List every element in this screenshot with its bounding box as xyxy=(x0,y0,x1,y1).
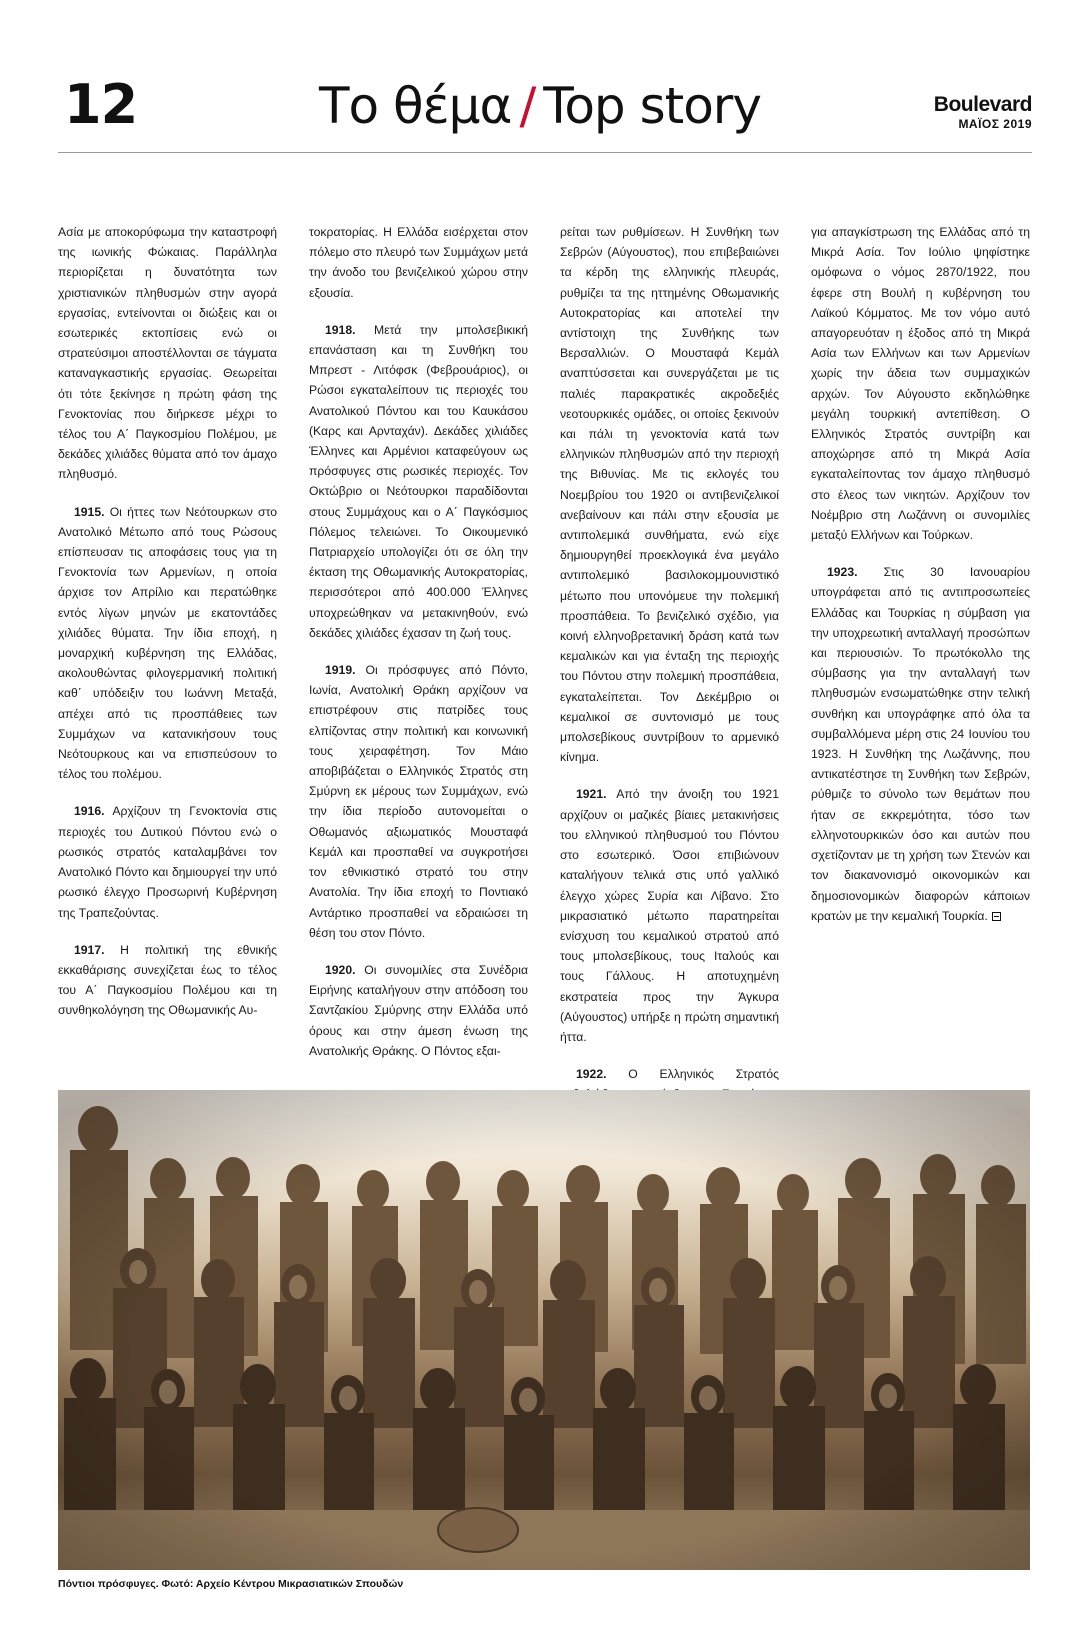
paragraph-1917 xyxy=(58,940,277,1021)
paragraph-1920 xyxy=(309,960,528,1061)
year-label: 1919. xyxy=(325,663,356,678)
article-columns xyxy=(58,222,1030,1182)
paragraph-1918 xyxy=(309,320,528,643)
article-column-1 xyxy=(58,222,277,1182)
refugees-photo xyxy=(58,1090,1030,1570)
magazine-logo: Boulevard xyxy=(933,93,1032,116)
year-label: 1923. xyxy=(827,565,858,580)
paragraph-1915 xyxy=(58,502,277,785)
header-rule xyxy=(58,152,1032,153)
paragraph-1916 xyxy=(58,801,277,922)
paragraph-text: Οι πρόσφυγες από Πόντο, Ιωνία, Ανατολική Θράκη αρχίζουν να επιστρέφουν στις πατρίδες τους ελπίζοντας στην πολιτική και κοινωνική τους χειραφέτηση. Τον Μάιο αποβιβάζεται ο Ελληνικός Στρατός στη Σμύρνη εκ μέρους των Συμμάχων, ενώ την ίδια περίοδο αυτονομείται ο Οθωμανός αξιωματικός Μουσταφά Κεμάλ και προσπαθεί να συγκροτήσει τον εθνικιστικό στρατό του στην Ανατολία. Την ίδια εποχή το Ποντιακό Αντάρτικο προσπαθεί να εδραιώσει τη θέση του στον Πόντο. xyxy=(309,663,528,940)
end-of-article-icon xyxy=(992,912,1001,921)
masthead xyxy=(934,94,1032,130)
paragraph: ρείται των ρυθμίσεων. Η Συνθήκη των Σεβρών (Αύγουστος), που επιβεβαιώνει τα κέρδη της ελληνικής πλευράς, ρυθμίζει τα της ηττημένης Οθωμανικής Αυτοκρατορίας και αποτελεί την αντίστοιχη της Συνθήκης των Βερσαλλιών. Ο Μουσταφά Κεμάλ αναπτύσσεται και συνεργάζεται με τις παλιές παρακρατικές ακροδεξιές νεοτουρκικές ομάδες, οι οποίες ξεκινούν και πάλι τη γενοκτονία κατά των ελληνικών πληθυσμών από την περιοχή της Βιθυνίας. Με τις εκλογές του Νοεμβρίου του 1920 οι αντιβενιζελικοί ανεβαίνουν και πάλι στην εξουσία με αντιπολεμικά συνθήματα, ενώ είχε δημιουργηθεί προεκλογικά ένα μεγάλο αντιπολεμικό βασιλοκομμουνιστικό μέτωπο που υπονόμευε την πολεμική προσπάθεια. Το βενιζελικό σχέδιο, για κοινή ελληνοβρετανική δράση κατά των κεμαλικών και για ένταξη της περιοχής του Πόντου στην πολεμική προσπάθεια, εγκαταλείπεται. Τον Δεκέμβριο οι κεμαλικοί σε συντονισμό με τους μπολσεβίκους συντρίβουν το αρμενικό κίνημα. xyxy=(560,225,779,765)
article-column-4 xyxy=(811,222,1030,1182)
paragraph-1919 xyxy=(309,660,528,943)
year-label: 1916. xyxy=(74,804,105,819)
year-label: 1918. xyxy=(325,322,356,337)
year-label: 1920. xyxy=(325,962,356,977)
paragraph: Ασία με αποκορύφωμα την καταστροφή της ιωνικής Φώκαιας. Παράλληλα περιορίζεται η δυνατότητα των χριστιανικών πληθυσμών στην αγορά εργασίας, εντείνονται οι διώξεις και οι εσωτερικές εκτοπίσεις ενώ οι στρατεύσιμοι αποστέλλονται σε τάγματα καταναγκαστικής εργασίας. Θεωρείται ότι τότε ξεκίνησε η πρώτη φάση της Γενοκτονίας που διήρκεσε μέχρι το τέλος του Α΄ Παγκοσμίου Πολέμου, με δεκάδες χιλιάδες θύματα από τον άμαχο πληθυσμό. xyxy=(58,225,277,482)
year-label: 1921. xyxy=(576,787,607,802)
paragraph-1921 xyxy=(560,784,779,1047)
section-title-greek: Το θέμα xyxy=(319,77,512,135)
paragraph-text: Η πολιτική της εθνικής εκκαθάρισης συνεχίζεται έως το τέλος του Α΄ Παγκοσμίου Πολέμου και τη συνθηκολόγηση της Οθωμανικής Αυ- xyxy=(58,942,277,1018)
section-title-slash: / xyxy=(519,77,536,135)
article-column-3 xyxy=(560,222,779,1182)
year-label: 1915. xyxy=(74,504,105,519)
paragraph-text: Οι ήττες των Νεότουρκων στο Ανατολικό Μέτωπο από τους Ρώσους επίσπευσαν τις αποφάσεις τους για τη Γενοκτονία των Αρμενίων, η οποία άρχισε τον Απρίλιο και περατώθηκε εντός λίγων μηνών με εκατοντάδες χιλιάδες θύματα. Την ίδια εποχή, η μοναρχική κυβέρνηση της Ελλάδας, ακολουθώντας φιλογερμανική πολιτική καθ΄ υπόδειξιν του Ιωάννη Μεταξά, απέχει από τις προσπάθειες των Συμμάχων να κατανικήσουν τους Νεότουρκους και να επισπεύσουν το τέλος του πολέμου. xyxy=(58,504,277,782)
article-column-2 xyxy=(309,222,528,1182)
paragraph-text: Από την άνοιξη του 1921 αρχίζουν οι μαζικές βίαιες μετακινήσεις του ελληνικού πληθυσμού του Πόντου στο εσωτερικό. Όσοι επιβιώνουν καταλήγουν τελικά στις υπό γαλλικό έλεγχο χώρες Συρία και Λίβανο. Στο μικρασιατικό μέτωπο παρατηρείται ενίσχυση του κεμαλικού στρατού από τους μπολσεβίκους, τους Ιταλούς και τους Γάλλους. Η αποτυχημένη εκστρατεία προς την Άγκυρα (Αύγουστος) υπήρξε η πρώτη σημαντική ήττα. xyxy=(560,787,779,1044)
year-label: 1922. xyxy=(576,1067,607,1082)
year-label: 1917. xyxy=(74,942,105,957)
paragraph-text: Ο Ελληνικός Στρατός xyxy=(628,1067,779,1082)
paragraph: τοκρατορίας. Η Ελλάδα εισέρχεται στον πόλεμο στο πλευρό των Συμμάχων μετά την άνοδο του βενιζελικού χώρου στην εξουσία. xyxy=(309,225,528,300)
paragraph-text: Αρχίζουν τη Γενοκτονία στις περιοχές του Δυτικού Πόντου ενώ ο ρωσικός στρατός καταλαμβάνει τον Ανατολικό Πόντο και δημιουργεί την υπό ρωσικό έλεγχο Προσωρινή Κυβέρνηση της Τραπεζούντας. xyxy=(58,804,278,920)
issue-date: ΜΑΪΟΣ 2019 xyxy=(958,117,1032,131)
page-number: 12 xyxy=(64,73,138,136)
section-title xyxy=(300,78,780,136)
paragraph-text: Στις 30 Ιανουαρίου υπογράφεται από τις αντιπροσωπείες Ελλάδας και Τουρκίας η σύμβαση για την υποχρεωτική ανταλλαγή προσώπων και περιουσιών. Το πρωτόκολλο της σύμβασης για την ανταλλαγή των πληθυσμών ενσωματώθηκε στην τελική συνθήκη και υπογράφηκε από όλα τα συμβαλλόμενα μέρη στις 24 Ιουνίου του 1923. Η Συνθήκη της Λωζάννης, που αντικατέστησε τη Συνθήκη των Σεβρών, ρύθμιζε το σύνολο των θεμάτων που ήταν σε εκκρεμότητα, τόσο των ελληνοτουρκικών όσο και αυτών που σχετίζονταν με τη χρήση των Στενών και τον διακανονισμό οικονομικών και δημοσιονομικών διαφορών κάποιων κρατών με την κεμαλική Τουρκία. xyxy=(811,565,1030,923)
section-title-english: Top story xyxy=(543,77,761,135)
paragraph: για απαγκίστρωση της Ελλάδας από τη Μικρά Ασία. Τον Ιούλιο ψηφίστηκε ομόφωνα ο νόμος 2870/1922, που έφερε στη Βουλή η κυβέρνηση του Λαϊκού Κόμματος. Με τον νόμο αυτό απαγορευόταν η έξοδος από τη Μικρά Ασία των Ελλήνων και των Αρμενίων χωρίς την άδεια των συμμαχικών αρχών. Τον Αύγουστο εκδηλώθηκε μεγάλη τουρκική αντεπίθεση. Ο Ελληνικός Στρατός συντρίβη και αποχώρησε από τη Μικρά Ασία εγκαταλείποντας τον άμαχο πληθυσμό στο έλεος των νικητών. Αρχίζουν τον Νοέμβριο στη Λωζάννη οι συνομιλίες μεταξύ Ελλήνων και Τούρκων. xyxy=(811,225,1030,543)
photo-caption: Πόντιοι πρόσφυγες. Φωτό: Αρχείο Κέντρου Μικρασιατικών Σπουδών xyxy=(58,1578,404,1590)
paragraph-1923 xyxy=(811,562,1030,926)
paragraph-text: Οι συνομιλίες στα Συνέδρια Ειρήνης καταλήγουν στην απόδοση του Σαντζακίου Σμύρνης στην Ελλάδα υπό όρους και στην άμεση ένωση της Ανατολικής Θράκης. Ο Πόντος εξαι- xyxy=(309,962,528,1058)
refugees-photo-illustration xyxy=(58,1090,1030,1570)
paragraph-text: Μετά την μπολσεβικική επανάσταση και τη Συνθήκη του Μπρεστ - Λιτόφσκ (Φεβρουάριος), οι Ρώσοι εγκαταλείπουν τις περιοχές του Ανατολικού Πόντου και του Καυκάσου (Καρς και Αρνταχάν). Δεκάδες χιλιάδες Έλληνες και Αρμένιοι καταφεύγουν ως πρόσφυγες στις ρωσικές περιοχές. Τον Οκτώβριο οι Νεότουρκοι παραδίδονται στους Συμμάχους και ο Α΄ Παγκόσμιος Πόλεμος τελειώνει. Το Οικουμενικό Πατριαρχείο υπολογίζει ότι σε όλη την έκταση της Οθωμανικής Αυτοκρατορίας, περισσότεροι από 400.000 Έλληνες υποχρεώθηκαν να μετακινηθούν, ενώ δεκάδες χιλιάδες έχασαν τη ζωή τους. xyxy=(309,322,528,640)
